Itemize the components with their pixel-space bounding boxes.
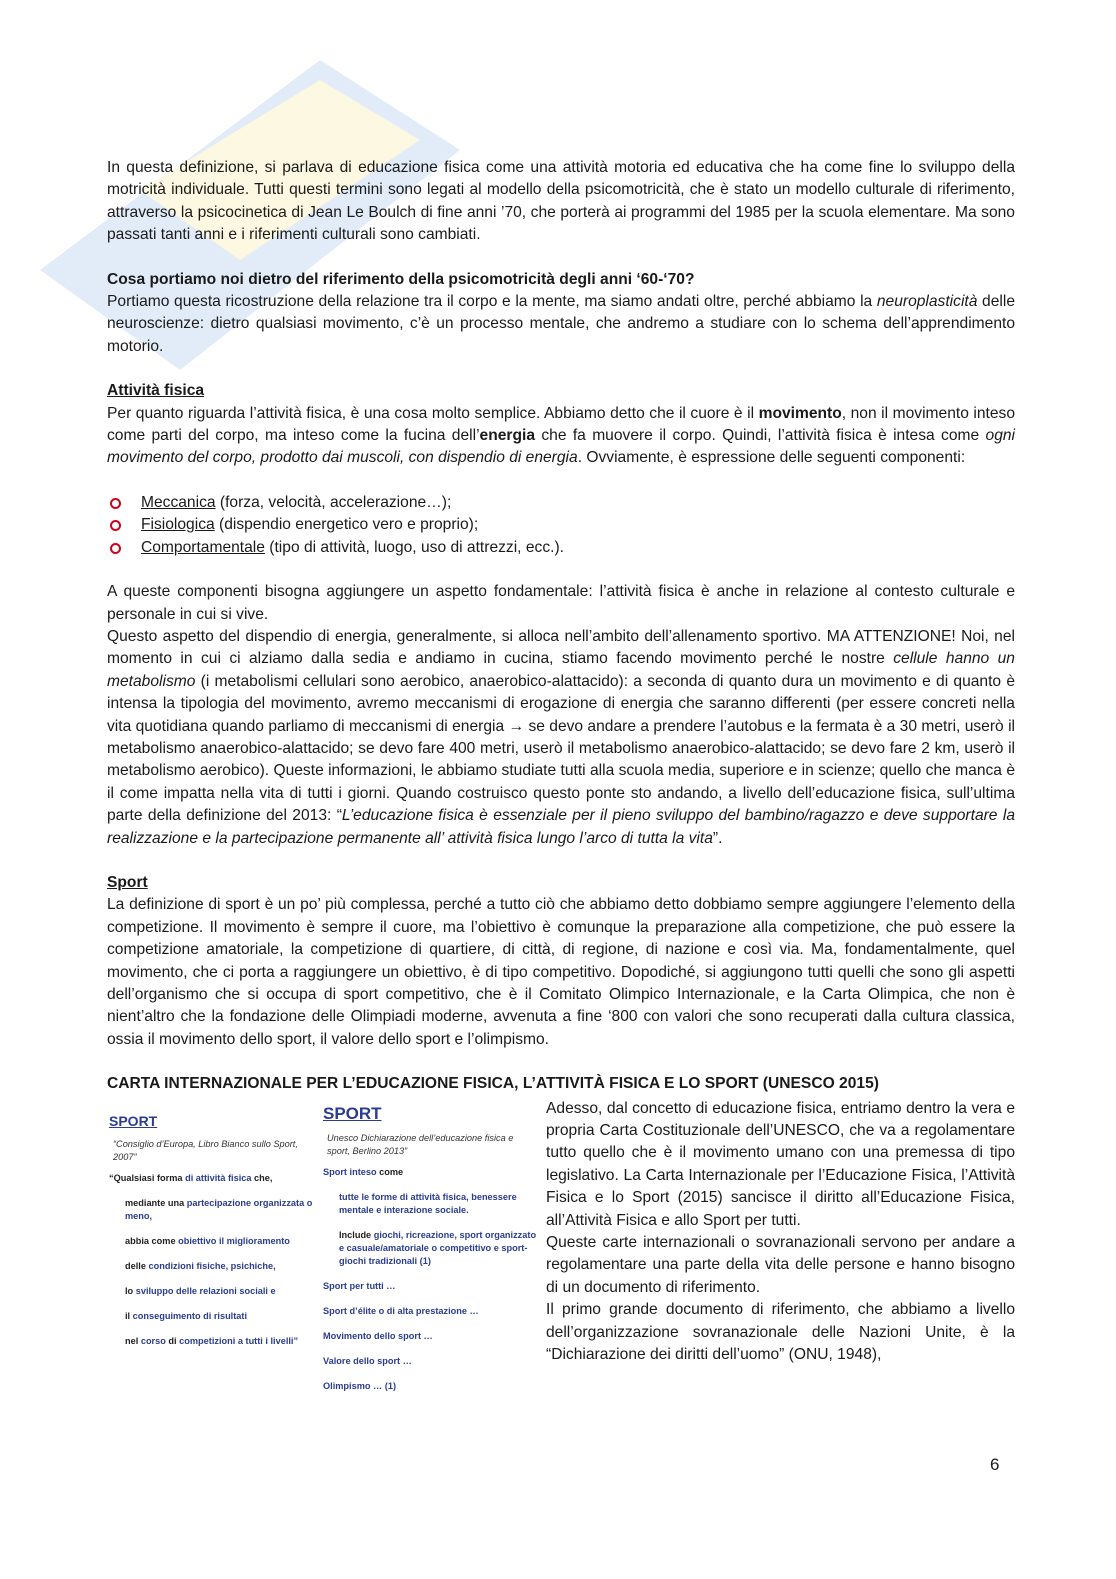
slide-line: tutte le forme di attività fisica, benessere mentale e interazione sociale. [339, 1191, 517, 1215]
charter-paragraph: Adesso, dal concetto di educazione fisica, entriamo dentro la vera e propria Carta Costituzionale dell’UNESCO, che va a regolamentare tutto quello che è il movimento umano con una premessa di tipo legislativo. La Carta Internazionale per l’Educazione Fisica, l’Attività Fisica e lo Sport (2015) sancisce il diritto all’Educazione Fisica, all’Attività Fisica e allo Sport per tutti. [546, 1099, 1015, 1229]
slide-line: Sport d’élite o di alta prestazione … [323, 1305, 479, 1316]
charter-text [546, 1098, 1015, 1367]
slide-unesco [323, 1104, 538, 1405]
energy-paragraph: Questo aspetto del dispendio di energia, generalmente, si alloca nell’ambito dell’allenamento sportivo. MA ATTENZIONE! Noi, nel momento in cui ci alziamo dalla sedia e andiamo in cucina, stiamo facendo movimento perché le nostre cellule hanno un metabolismo (i metabolismi cellulari sono aerobico, anaerobico-alattacido): a seconda di quanto dura un movimento e di quanto è intensa la tipologia del movimento, avremo meccanismi di erogazione di energia che saranno differenti (per essere concreti nella vita quotidiana quando parliamo di meccanismi di energia → se devo andare a prendere l’autobus e la fermata è a 30 metri, userò il metabolismo anaerobico-alattacido; se devo fare 400 metri, userò il metabolismo anaerobico-alattacido; se devo fare 2 km, userò il metabolismo aerobico). Queste informazioni, le abbiamo studiate tutti alla scuola media, superiore e in scienze; quello che manca è il come impatta nella vita di tutti i giorni. Quando costruisco questo ponte sto andando, a livello dell’educazione fisica, sull’ultima parte della definizione del 2013: “L’educazione fisica è essenziale per il pieno sviluppo del bambino/ragazzo e deve supportare la realizzazione e la partecipazione permanente all’ attività fisica lungo l’arco di tutta la vita”. [107, 627, 1016, 847]
slide-line: mediante una partecipazione organizzata o meno, [125, 1197, 313, 1221]
section-title-sport: Sport [107, 873, 148, 891]
slide-line: lo sviluppo delle relazioni sociali e [125, 1285, 276, 1296]
list-item: Comportamentale (tipo di attività, luogo, uso di attrezzi, ecc.). [107, 537, 1015, 559]
slide-title: SPORT [323, 1103, 382, 1123]
slide-line: Olimpismo … (1) [323, 1380, 396, 1391]
sport-paragraph: La definizione di sport è un po’ più complessa, perché a tutto ciò che abbiamo detto dobbiamo sempre aggiungere l’elemento della competizione. Il movimento è sempre il cuore, ma l’obiettivo è comunque la preparazione alla competizione, che può essere la competizione amatoriale, la competizione di quartiere, di città, di regione, di nazione e così via. Ma, fondamentalmente, quel movimento, che ci porta a raggiungere un obiettivo, è di tipo competitivo. Dopodiché, si aggiungono tutti quelli che sono gli aspetti dell’organismo che si occupa di sport competitivo, che è il Comitato Olimpico Internazionale, e la Carta Olimpica, che non è nient’altro che la fondazione delle Olimpiadi moderne, avvenuta a fine ‘800 con valori che sono recuperati dalla cultura classica, ossia il movimento dello sport, il valore dello sport e l’olimpismo. [107, 896, 1015, 1048]
slide-line: nel corso di competizioni a tutti i livelli” [125, 1335, 299, 1346]
components-list [107, 492, 1015, 559]
slide-line: Include giochi, ricreazione, sport organizzato e casuale/amatoriale o competitivo e sport-giochi tradizionali (1) [339, 1229, 537, 1266]
charter-section [107, 1098, 1015, 1418]
section-title-physical-activity: Attività fisica [107, 382, 205, 400]
slide-sport-council [109, 1112, 314, 1360]
charter-paragraph: Queste carte internazionali o sovranazionali servono per andare a regolamentare una parte della vita delle persone e hanno bisogno di un documento di riferimento. [546, 1234, 1015, 1296]
physical-paragraph: Per quanto riguarda l’attività fisica, è una cosa molto semplice. Abbiamo detto che il cuore è il movimento, non il movimento inteso come parti del corpo, ma inteso come la fucina dell’energia che fa muovere il corpo. Quindi, l’attività fisica è intesa come ogni movimento del corpo, prodotto dai muscoli, con dispendio di energia. Ovviamente, è espressione delle seguenti componenti: [107, 404, 1016, 467]
slide-line: Sport per tutti … [323, 1280, 396, 1291]
slide-line: delle condizioni fisiche, psichiche, [125, 1260, 276, 1271]
list-item: Meccanica (forza, velocità, accelerazione…); [107, 492, 1015, 514]
slide-title: SPORT [109, 1112, 158, 1129]
slide-line: il conseguimento di risultati [125, 1310, 248, 1321]
slide-line: “Qualsiasi forma di attività fisica che, [109, 1172, 273, 1183]
intro-paragraph: In questa definizione, si parlava di educazione fisica come una attività motoria ed educativa che ha come fine lo sviluppo della motricità individuale. Tutti questi termini sono legati al modello della psicomotricità, che è stato un modello culturale di riferimento, attraverso la psicocinetica di Jean Le Boulch di fine anni ’70, che porterà ai programmi del 1985 per la scuola elementare. Ma sono passati tanti anni e i riferimenti culturali sono cambiati. [107, 159, 1015, 244]
arrow-right-icon: → [508, 717, 525, 735]
slide-source: “Consiglio d’Europa, Libro Bianco sullo Sport, 2007” [113, 1138, 298, 1162]
charter-heading: CARTA INTERNAZIONALE PER L’EDUCAZIONE FISICA, L’ATTIVITÀ FISICA E LO SPORT (UNESCO 2015) [107, 1075, 879, 1093]
page-number: 6 [990, 1455, 1000, 1474]
question-paragraph: Portiamo questa ricostruzione della relazione tra il corpo e la mente, ma siamo andati oltre, perché abbiamo la neuroplasticità delle neuroscienze: dietro qualsiasi movimento, c’è un processo mentale, che andremo a studiare con lo schema dell’apprendimento motorio. [107, 293, 1015, 355]
slide-line: Movimento dello sport … [323, 1330, 433, 1341]
circle-bullet-icon [110, 498, 121, 509]
slide-line: Sport inteso come [323, 1166, 404, 1177]
slide-line: Valore dello sport … [323, 1355, 412, 1366]
question-heading: Cosa portiamo noi dietro del riferimento della psicomotricità degli anni ‘60-‘70? [107, 270, 695, 288]
circle-bullet-icon [110, 543, 121, 554]
circle-bullet-icon [110, 520, 121, 531]
charter-paragraph: Il primo grande documento di riferimento, che abbiamo a livello dell’organizzazione sovranazionale delle Nazioni Unite, è la “Dichiarazione dei diritti dell’uomo” (ONU, 1948), [546, 1301, 1015, 1364]
list-item: Fisiologica (dispendio energetico vero e proprio); [107, 514, 1015, 536]
slide-line: abbia come obiettivo il miglioramento [125, 1235, 290, 1246]
slide-source: Unesco Dichiarazione dell’educazione fisica e sport, Berlino 2013” [327, 1132, 514, 1156]
context-paragraph: A queste componenti bisogna aggiungere un aspetto fondamentale: l’attività fisica è anche in relazione al contesto culturale e personale in cui si vive. [107, 583, 1015, 623]
